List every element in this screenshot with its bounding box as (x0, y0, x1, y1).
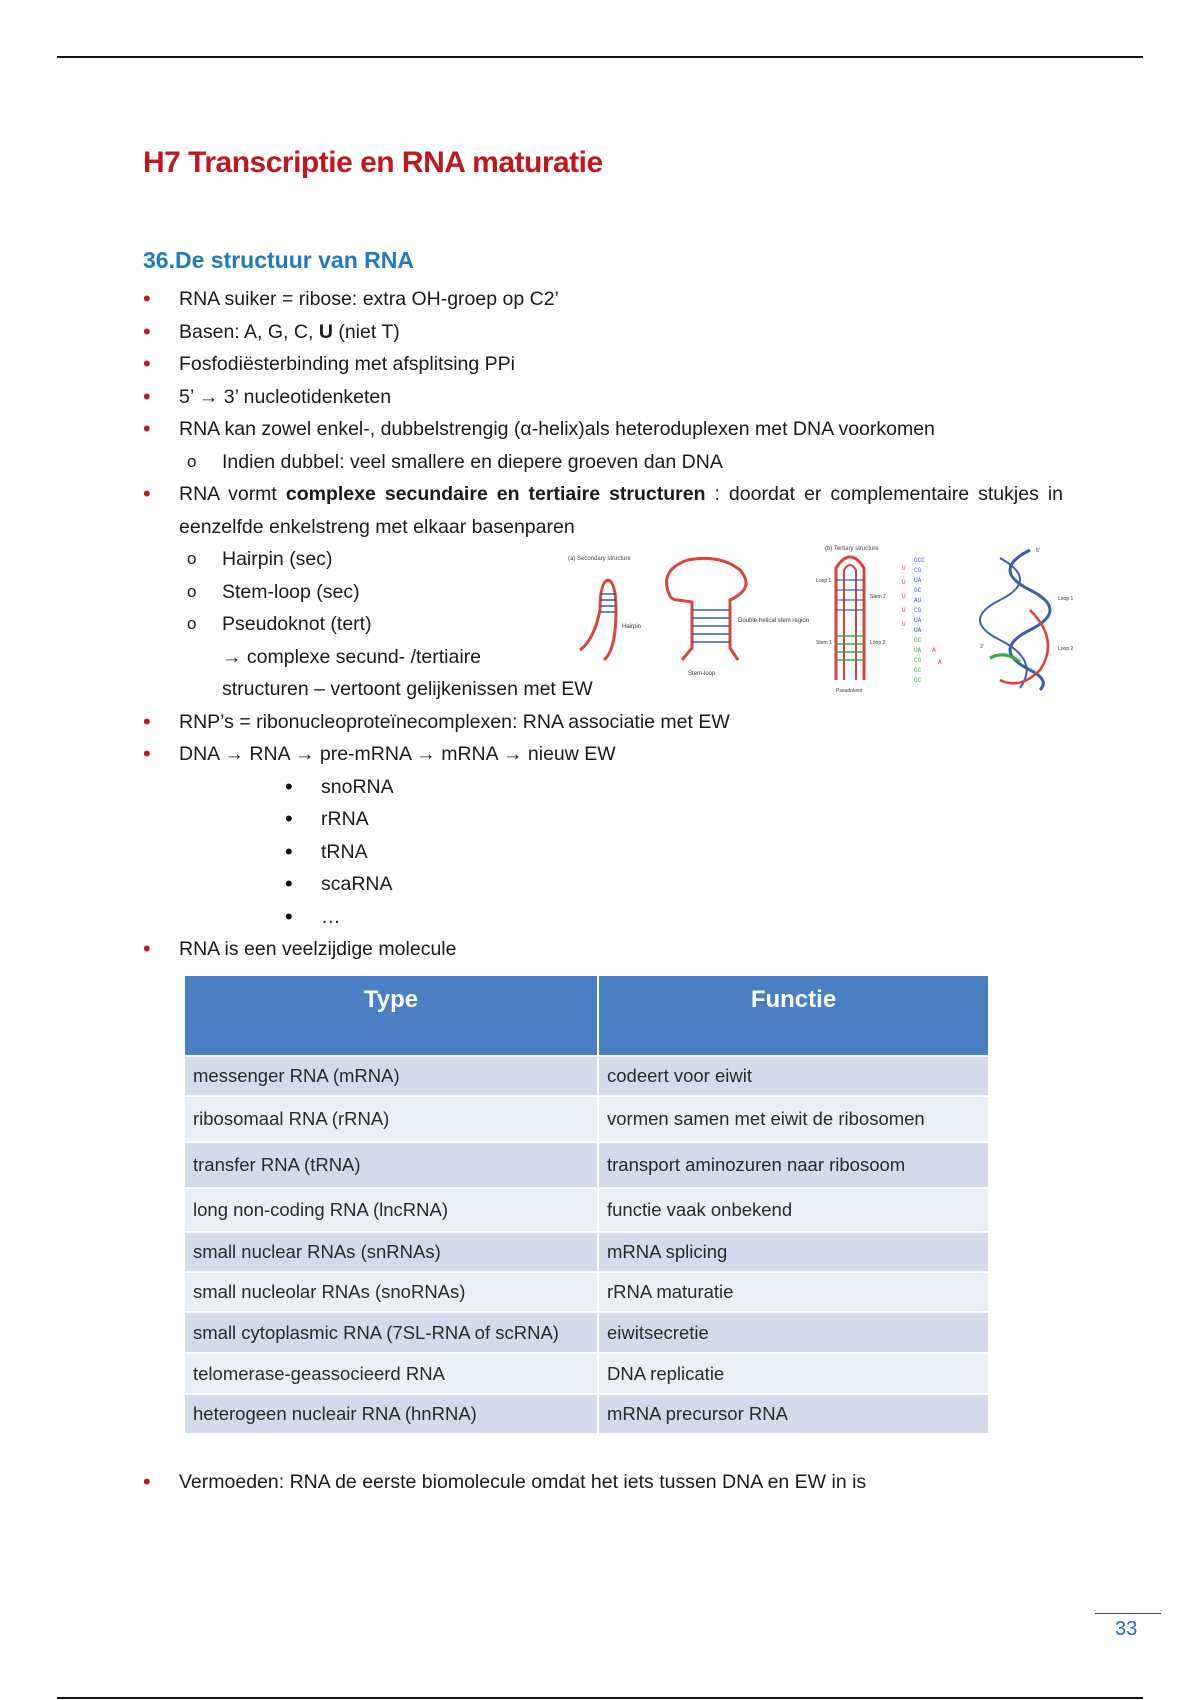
function-cell: functie vaak onbekend (599, 1187, 988, 1231)
bases-suffix: (niet T) (332, 320, 400, 343)
type-cell: messenger RNA (mRNA) (185, 1055, 599, 1095)
type-item: • … (143, 901, 1063, 934)
loop2-label: Loop 2 (870, 640, 886, 646)
svg-text:AU: AU (914, 597, 922, 604)
svg-text:U: U (902, 607, 906, 614)
tertiary-structure-label: (b) Tertiary structure (825, 546, 879, 552)
svg-text:CG: CG (914, 567, 922, 574)
svg-text:U: U (902, 621, 906, 628)
bullet-strands: • RNA kan zowel enkel-, dubbelstrengig (α-helix)als heteroduplexen met DNA voorkomen (143, 413, 1063, 446)
svg-text:U: U (902, 565, 906, 572)
function-cell: mRNA precursor RNA (599, 1393, 988, 1433)
rna-types-table (185, 976, 988, 1433)
hairpin-label: Hairpin (622, 624, 642, 630)
table-row (185, 1271, 988, 1311)
tertiary-helix-diagram (980, 548, 1074, 690)
stem-loop-label: Stem-loop (688, 671, 716, 677)
svg-text:U: U (902, 579, 906, 586)
stem2-label: Stem 2 (870, 594, 886, 600)
helix-loop2-label: Loop 2 (1058, 646, 1074, 652)
bullet-complex (143, 478, 1063, 543)
stem-loop-diagram (667, 558, 809, 677)
sub-bullet-stemloop: o Stem-loop (sec) (143, 576, 1063, 609)
bullet-versatile: • RNA is een veelzijdige molecule (143, 933, 1063, 966)
table-row (185, 1311, 988, 1352)
svg-text:UA: UA (914, 647, 922, 654)
pseudoknot-label: Pseudoknot (836, 688, 863, 694)
svg-text:CG: CG (914, 657, 922, 664)
sub-bullet-pseudoknot: o Pseudoknot (tert) (143, 608, 1063, 641)
section-title: 36.De structuur van RNA (143, 247, 414, 273)
type-cell: long non-coding RNA (lncRNA) (185, 1187, 599, 1231)
pseudoknot-diagram (816, 557, 886, 694)
chapter-title: H7 Transcriptie en RNA maturatie (143, 146, 603, 179)
bullet-chain: • 5’ → 3’ nucleotidenketen (143, 381, 1063, 414)
hairpin-diagram (580, 580, 641, 660)
svg-text:UA: UA (914, 627, 922, 634)
structures-line2: structuren – vertoont gelijkenissen met EW (222, 678, 593, 700)
top-rule (57, 56, 1143, 58)
complex-bold: complexe secundaire en tertiaire structuren (285, 483, 706, 505)
bullet-hypothesis-wrap (143, 1466, 1063, 1498)
bullet-rnp: • RNP’s = ribonucleoproteïnecomplexen: RNA associatie met EW (143, 706, 1063, 739)
header-type: Type (185, 976, 599, 1055)
structures-line1: → complexe secund- /tertiaire (222, 645, 482, 668)
bases-bold: U (318, 320, 333, 343)
table-body (185, 1055, 988, 1433)
table-row (185, 1352, 988, 1393)
header-function: Functie (599, 976, 988, 1055)
rna-structure-figure (560, 540, 1080, 700)
svg-text:A: A (938, 659, 942, 666)
type-cell: ribosomaal RNA (rRNA) (185, 1095, 599, 1141)
svg-text:GC: GC (914, 667, 922, 674)
sub-bullet-hairpin: o Hairpin (sec) (143, 543, 1063, 576)
svg-text:GC: GC (914, 677, 922, 684)
table-header-row (185, 976, 988, 1055)
function-cell: vormen samen met eiwit de ribosomen (599, 1095, 988, 1141)
table-row (185, 1393, 988, 1433)
five-prime-label: 5' (1036, 548, 1040, 554)
double-helical-label: Double-helical stem region (738, 618, 810, 624)
svg-text:CG: CG (914, 607, 922, 614)
type-cell: small nuclear RNAs (snRNAs) (185, 1231, 599, 1271)
bottom-rule (57, 1697, 1143, 1699)
complex-suffix: : doordat er complementaire stukjes in eenzelfde enkelstreng met elkaar basenparen (179, 483, 1064, 538)
page-number: 33 (1115, 1618, 1138, 1640)
table-row (185, 1141, 988, 1187)
stem1-label: Stem 1 (816, 640, 832, 646)
function-cell: DNA replicatie (599, 1352, 988, 1393)
type-item: • rRNA (143, 803, 1063, 836)
svg-text:GCC: GCC (914, 557, 925, 564)
svg-text:UA: UA (914, 617, 922, 624)
table-row (185, 1231, 988, 1271)
function-cell: transport aminozuren naar ribosoom (599, 1141, 988, 1187)
type-cell: transfer RNA (tRNA) (185, 1141, 599, 1187)
svg-text:GC: GC (914, 637, 922, 644)
svg-text:A: A (932, 647, 936, 654)
bases-prefix: Basen: A, G, C, (179, 320, 319, 343)
loop1-label: Loop 1 (816, 578, 832, 584)
function-cell: mRNA splicing (599, 1231, 988, 1271)
bullet-phospho: • Fosfodiësterbinding met afsplitsing PPi (143, 348, 1063, 381)
table-row (185, 1095, 988, 1141)
table-row (185, 1055, 988, 1095)
sub-bullet-double: o Indien dubbel: veel smallere en diepere groeven dan DNA (143, 446, 1063, 479)
helix-loop1-label: Loop 1 (1058, 596, 1074, 602)
type-cell: telomerase-geassocieerd RNA (185, 1352, 599, 1393)
three-prime-label: 3' (980, 644, 984, 650)
bullet-flow: • DNA → RNA → pre-mRNA → mRNA → nieuw EW (143, 738, 1063, 771)
function-cell: eiwitsecretie (599, 1311, 988, 1352)
svg-text:UA: UA (914, 577, 922, 584)
svg-text:GC: GC (914, 587, 922, 594)
bullet-sugar: • RNA suiker = ribose: extra OH-groep op C2’ (143, 283, 1063, 316)
bullet-hypothesis: • Vermoeden: RNA de eerste biomolecule omdat het iets tussen DNA en EW in is (143, 1466, 1063, 1498)
svg-text:U: U (902, 593, 906, 600)
type-item: • scaRNA (143, 868, 1063, 901)
type-cell: small cytoplasmic RNA (7SL-RNA of scRNA) (185, 1311, 599, 1352)
secondary-structure-label: (a) Secondary structure (568, 556, 631, 562)
type-item: • tRNA (143, 836, 1063, 869)
function-cell: codeert voor eiwit (599, 1055, 988, 1095)
type-cell: heterogeen nucleair RNA (hnRNA) (185, 1393, 599, 1433)
type-cell: small nucleolar RNAs (snoRNAs) (185, 1271, 599, 1311)
type-item: • snoRNA (143, 771, 1063, 804)
page-number-rule (1095, 1613, 1161, 1614)
sequence-diagram (902, 557, 942, 684)
bullet-bases (143, 316, 1063, 349)
complex-prefix: RNA vormt (179, 483, 286, 505)
function-cell: rRNA maturatie (599, 1271, 988, 1311)
table-row (185, 1187, 988, 1231)
